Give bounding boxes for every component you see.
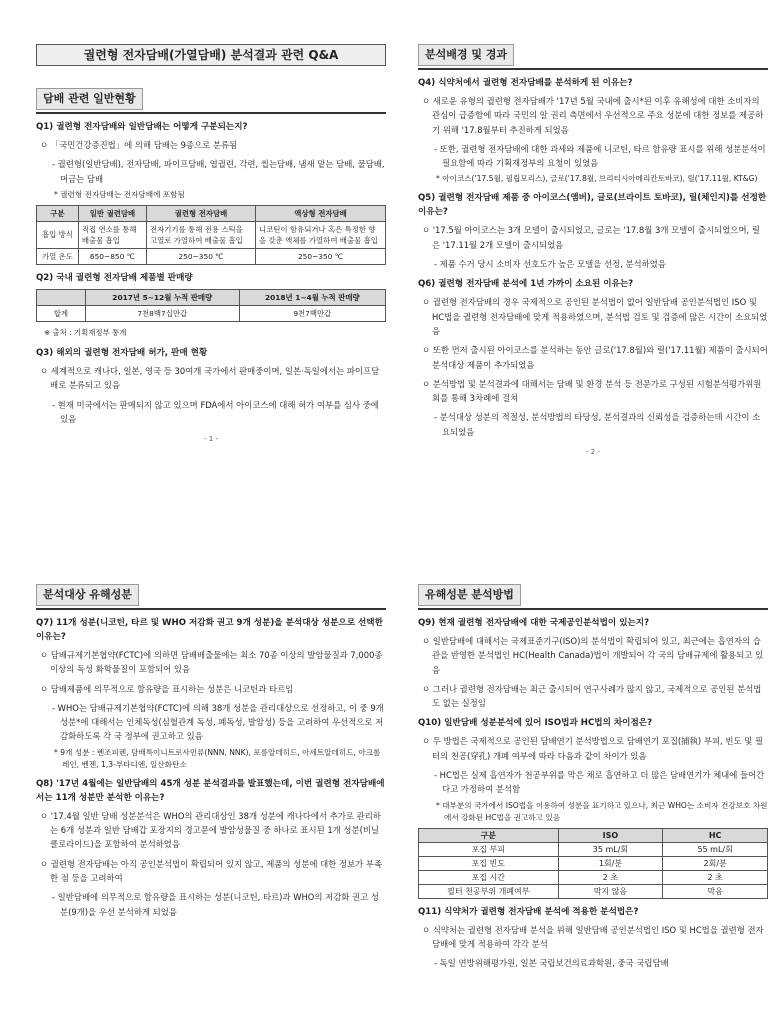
table-cell: 7천8백7십만갑 (85, 305, 239, 321)
dash-paragraph: - 독일 연방위해평가원, 일본 국립보건의료과학원, 중국 국립담배 (434, 958, 669, 969)
question-q4: Q4) 식약처에서 궐련형 전자담배를 분석하게 된 이유는? (418, 78, 633, 88)
bullet-paragraph: ㅇ 식약처는 궐련형 전자담배 분석을 위해 일반담배 공인분석법인 ISO 및 HC법을 궐련형 전자담배에 맞게 적용하여 각각 분석 (422, 924, 764, 949)
question-q6: Q6) 궐련형 전자담배 분석에 1년 가까이 소요된 이유는? (418, 279, 634, 290)
iso-hc-table (418, 828, 768, 899)
page-2 (418, 44, 768, 459)
question-q1: Q1) 궐련형 전자담배와 일반담배는 어떻게 구분되는지? (36, 122, 248, 132)
bullet-paragraph: ㅇ 담배규제기본협약(FCTC)에 의하면 담배배출물에는 최소 70종 이상의 발암물질과 7,000종 이상의 독성 화학물질이 포함되어 있음 (40, 650, 383, 675)
bullet-paragraph: ㅇ 담배제품에 의무적으로 함유량을 표시하는 성분은 니코틴과 타르임 (40, 683, 294, 694)
table-header: 구분 (37, 205, 79, 221)
dash-paragraph: - 또한, 궐련형 전자담배에 대한 과세와 제품에 니코틴, 타르 함유량 표시를 위해 성분분석이 필요함에 따라 기획재정부의 요청이 있었음 (434, 143, 766, 169)
table-cell: 흡입 방식 (37, 221, 79, 248)
bullet-paragraph: ㅇ '17.5월 아이코스는 3개 모델이 출시되었고, 글로는 '17.8월 3개 모델이 출시되었으며, 릴은 '17.11월 2개 모델이 출시되었음 (422, 225, 760, 250)
table-row (419, 884, 768, 898)
tobacco-type-table (36, 205, 386, 265)
table-cell: 막음 (663, 884, 768, 898)
document-title: 궐련형 전자담배(가열담배) 분석결과 관련 Q&A (36, 44, 386, 66)
table-header (37, 289, 86, 305)
bullet-paragraph: ㅇ 두 방법은 국제적으로 공인된 담배연기 분석방법으로 담배연기 포집(捕執) 부피, 빈도 및 필터의 천공(穿孔) 개폐 여부에 따라 다음과 같이 차이가 있음 (422, 736, 764, 761)
page-number: - 1 - (204, 435, 218, 444)
bullet-paragraph: ㅇ 궐련형 전자담배의 경우 국제적으로 공인된 분석법이 없어 일반담배 공인분석법인 ISO 및 HC법을 궐련형 전자담배에 맞게 적용하였으며, 분석법 검토 및 검증에 많은 시간이 소요되었음 (422, 297, 768, 336)
table-cell: 포집 시간 (419, 870, 559, 884)
section-heading: 담배 관련 일반현황 (36, 88, 143, 110)
dash-paragraph: - 일반담배에 의무적으로 함유량을 표시하는 성분(니코틴, 타르)과 WHO의 저감화 권고 성분(9개)을 우선 분석하게 되었음 (52, 892, 379, 917)
table-header: ISO (558, 828, 663, 842)
section-heading: 유해성분 분석방법 (418, 584, 521, 606)
section-divider (36, 112, 386, 114)
footnote: * 9개 성분 : 벤조피렌, 담배특이니트로사민류(NNN, NNK), 포름알데히드, 아세트알데히드, 아크롤레인, 벤젠, 1,3-부타디엔, 일산화탄소 (54, 747, 381, 769)
question-q7: Q7) 11개 성분(니코틴, 타르 및 WHO 저감화 권고 9개 성분)을 분석대상 성분으로 선택한 이유는? (36, 618, 383, 642)
table-cell: 55 mL/회 (663, 842, 768, 856)
bullet-paragraph: ㅇ 분석방법 및 분석결과에 대해서는 담배 및 환경 분석 등 전문가로 구성된 시험분석평가위원회를 통해 3차례에 걸쳐 (422, 378, 762, 404)
table-header: HC (663, 828, 768, 842)
table-header: 궐련형 전자담배 (147, 205, 256, 221)
dash-paragraph: - 분석대상 성분의 적절성, 분석방법의 타당성, 분석결과의 신뢰성을 검증하는데 시간이 소요되었음 (434, 412, 761, 437)
table-cell: 니코틴이 함유되거나 혹은 특정한 향을 갖춘 액체를 가열하여 배출물 흡입 (256, 221, 386, 248)
dash-paragraph: - WHO는 담배규제기본협약(FCTC)에 의해 38개 성분을 관리대상으로 선정하고, 이 중 9개 성분*에 대해서는 인체독성(심혈관계 독성, 폐독성, 발암성) 등을 고려하여 우선적으로 저감화하도록 각 국 정부에 권고하고 있음 (52, 702, 384, 742)
question-q10: Q10) 일반담배 성분분석에 있어 ISO법과 HC법의 차이점은? (418, 718, 653, 729)
bullet-paragraph: ㅇ 일반담배에 대해서는 국제표준기구(ISO)의 분석법이 확립되어 있고, 최근에는 흡연자의 습관을 반영한 분석법인 HC(Health Canada)법이 개발되어 각 국의 담배규제에 활용되고 있음 (422, 636, 764, 675)
page-number: - 2 - (586, 448, 600, 457)
question-q2: Q2) 국내 궐련형 전자담배 제품별 판매량 (36, 272, 193, 283)
section-divider (418, 68, 768, 70)
dash-paragraph: - HC법은 실제 흡연자가 천공부위를 막은 채로 흡연하고 더 많은 담배연기가 체내에 들어간다고 가정하여 분석함 (434, 770, 765, 795)
table-header: 2018년 1~4월 누적 판매량 (239, 289, 385, 305)
table-cell: 1회/분 (558, 856, 663, 870)
table-cell: 포집 빈도 (419, 856, 559, 870)
footnote: * 대부분의 국가에서 ISO법을 이용하여 성분을 표기하고 있으나, 최근 WHO는 소비자 건강보호 차원에서 강화된 HC법을 권고하고 있음 (436, 800, 768, 822)
question-q3: Q3) 해외의 궐련형 전자담배 허가, 판매 현황 (36, 348, 208, 359)
dash-paragraph: - 현재 미국에서는 판매되지 않고 있으며 FDA에서 아이코스에 대해 허가 여부를 심사 중에 있음 (52, 399, 379, 425)
question-q5: Q5) 궐련형 전자담배 제품 중 아이코스(앰버), 글로(브라이트 토바코), 릴(체인지)를 선정한 이유는? (418, 193, 767, 218)
table-row (37, 305, 386, 321)
table-cell: 2회/분 (663, 856, 768, 870)
footnote: * 궐련형 전자담배는 전자담배에 포함됨 (54, 189, 185, 199)
bullet-paragraph: ㅇ 새로운 유형의 궐련형 전자담배가 '17년 5월 국내에 출시*된 이후 유해성에 대한 소비자의 관심이 급증함에 따라 국민의 알 권리 측면에서 우선적으로 주요 성분에 대한 정보를 제공하기 위해 '17.8월부터 추진하게 되었음 (422, 96, 764, 135)
table-cell: 250~350 ℃ (256, 248, 386, 264)
section-divider (36, 608, 386, 610)
table-cell: 가열 온도 (37, 248, 79, 264)
section-heading: 분석배경 및 경과 (418, 44, 514, 66)
table-row (419, 870, 768, 884)
page-1 (36, 44, 386, 447)
table-cell: 2 초 (558, 870, 663, 884)
table-row (419, 842, 768, 856)
table-row (37, 221, 386, 248)
bullet-paragraph: ㅇ 「국민건강증진법」에 의해 담배는 9종으로 분류됨 (40, 140, 238, 150)
bullet-paragraph: ㅇ 세계적으로 캐나다, 일본, 영국 등 30여개 국가에서 판매중이며, 일본·독일에서는 파이프담배로 분류되고 있음 (40, 366, 380, 391)
question-q11: Q11) 식약처가 궐련형 전자담배 분석에 적용한 분석법은? (418, 906, 639, 917)
dash-paragraph: - 제품 수거 당시 소비자 선호도가 높은 모델을 선정, 분석하였음 (434, 259, 666, 270)
table-header: 2017년 5~12월 누적 판매량 (85, 289, 239, 305)
dash-paragraph: - 궐련형(일반담배), 전자담배, 파이프담배, 엽궐련, 각련, 씹는담배, 냄새 맡는 담배, 물담배, 머금는 담배 (52, 159, 385, 184)
section-heading: 분석대상 유해성분 (36, 584, 139, 606)
table-cell: 합계 (37, 305, 86, 321)
section-divider (418, 608, 768, 610)
table-cell: 250~350 ℃ (147, 248, 256, 264)
table-cell: 35 mL/회 (558, 842, 663, 856)
question-q8: Q8) '17년 4월에는 일반담배의 45개 성분 분석결과를 발표했는데, 이번 궐련형 전자담배에서는 11개 성분만 분석한 이유는? (36, 778, 385, 803)
bullet-paragraph: ㅇ 또한 먼저 출시된 아이코스를 분석하는 동안 글로('17.8월)와 릴('17.11월) 제품이 출시되어 분석대상 제품이 추가되었음 (422, 345, 768, 370)
table-cell: 직접 연소를 통해 배출물 흡입 (78, 221, 146, 248)
table-cell: 포집 부피 (419, 842, 559, 856)
page-3 (36, 584, 386, 922)
table-cell: 전자기기를 통해 전용 스틱을 고열로 가열하여 배출물 흡입 (147, 221, 256, 248)
sales-table (36, 289, 386, 322)
table-row (37, 248, 386, 264)
table-cell: 필터 천공부위 개폐여부 (419, 884, 559, 898)
table-header: 구분 (419, 828, 559, 842)
bullet-paragraph: ㅇ 궐련형 전자담배는 아직 공인분석법이 확립되어 있지 않고, 제품의 성분에 대한 정보가 부족한 점 등을 고려하여 (40, 858, 383, 883)
table-header: 액상형 전자담배 (256, 205, 386, 221)
table-cell: 650~850 ℃ (78, 248, 146, 264)
source-note: ※ 출처 : 기획재정부 통계 (44, 327, 127, 337)
table-header: 일반 궐련담배 (78, 205, 146, 221)
table-row (419, 856, 768, 870)
question-q9: Q9) 현재 궐련형 전자담배에 대한 국제공인분석법이 있는지? (418, 618, 650, 628)
table-cell: 막지 않음 (558, 884, 663, 898)
table-cell: 9천7백만갑 (239, 305, 385, 321)
bullet-paragraph: ㅇ 그러나 궐련형 전자담배는 최근 출시되어 연구사례가 많지 않고, 국제적으로 공인된 분석법도 없는 실정임 (422, 683, 762, 709)
page-4 (418, 584, 768, 974)
footnote: * 아이코스('17.5월, 필립모리스), 글로('17.8월, 브리티시아메리칸토바코), 릴('17.11월, KT&G) (436, 174, 758, 184)
bullet-paragraph: ㅇ '17.4월 일반 담배 성분분석은 WHO의 관리대상인 38개 성분에 캐나다에서 추가로 관리하는 6개 성분과 일반 담배갑 포장지의 경고문에 발암성물질 중 하나로 표시된 1개 성분(비닐클로라이드)을 포함하여 분석하였음 (40, 810, 381, 850)
table-cell: 2 초 (663, 870, 768, 884)
